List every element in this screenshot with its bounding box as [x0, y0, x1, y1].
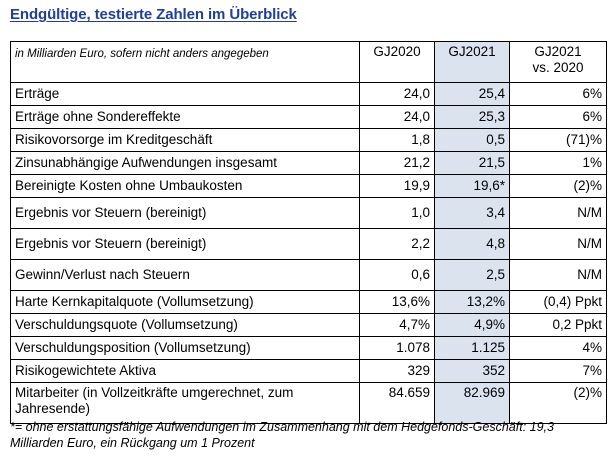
table-row: [11, 198, 607, 229]
table-row: [11, 291, 607, 314]
table-row: [11, 229, 607, 260]
value-change: 1%: [510, 152, 607, 175]
value-2021: 0,5: [435, 129, 510, 152]
value-change: (2)%: [510, 383, 607, 424]
row-label: Ergebnis vor Steuern (bereinigt): [11, 198, 360, 229]
value-2021: 352: [435, 360, 510, 383]
row-label: Mitarbeiter (in Vollzeitkräfte umgerechnet, zum Jahresende): [11, 383, 360, 424]
value-change: N/M: [510, 198, 607, 229]
table-row: [11, 383, 607, 424]
value-change: (2)%: [510, 175, 607, 198]
value-2020: 329: [360, 360, 435, 383]
value-2020: 1,8: [360, 129, 435, 152]
value-2021: 19,6*: [435, 175, 510, 198]
table-header-row: [11, 42, 607, 83]
table-row: [11, 175, 607, 198]
value-2020: 2,2: [360, 229, 435, 260]
table-row: [11, 106, 607, 129]
table-row: [11, 314, 607, 337]
value-change: (0,4) Ppkt: [510, 291, 607, 314]
row-label: Verschuldungsposition (Vollumsetzung): [11, 337, 360, 360]
value-2021: 4,8: [435, 229, 510, 260]
value-2020: 21,2: [360, 152, 435, 175]
table-row: [11, 152, 607, 175]
value-change: 7%: [510, 360, 607, 383]
table-row: [11, 129, 607, 152]
value-2020: 1,0: [360, 198, 435, 229]
value-2021: 1.125: [435, 337, 510, 360]
value-change: (71)%: [510, 129, 607, 152]
row-label: Risikogewichtete Aktiva: [11, 360, 360, 383]
value-2020: 4,7%: [360, 314, 435, 337]
value-2020: 19,9: [360, 175, 435, 198]
value-2020: 84.659: [360, 383, 435, 424]
header-change-line2: vs. 2020: [532, 60, 584, 75]
row-label: Erträge: [11, 83, 360, 106]
value-change: 4%: [510, 337, 607, 360]
header-change: [510, 42, 607, 83]
value-change: 0,2 Ppkt: [510, 314, 607, 337]
value-change: 6%: [510, 83, 607, 106]
value-2021: 4,9%: [435, 314, 510, 337]
table-row: [11, 83, 607, 106]
figures-table: [10, 41, 607, 424]
value-2020: 1.078: [360, 337, 435, 360]
value-2020: 13,6%: [360, 291, 435, 314]
row-label: Ergebnis vor Steuern (bereinigt): [11, 229, 360, 260]
value-2020: 24,0: [360, 83, 435, 106]
unit-note: in Milliarden Euro, sofern nicht anders angegeben: [11, 42, 360, 83]
value-2021: 25,4: [435, 83, 510, 106]
value-2020: 24,0: [360, 106, 435, 129]
value-2021: 2,5: [435, 260, 510, 291]
table-row: [11, 360, 607, 383]
value-change: N/M: [510, 260, 607, 291]
value-2020: 0,6: [360, 260, 435, 291]
row-label: Bereinigte Kosten ohne Umbaukosten: [11, 175, 360, 198]
footnote: *= ohne erstattungsfähige Aufwendungen im Zusammenhang mit dem Hedgefonds-Geschäft: 19,3 Milliarden Euro, ein Rückgang um 1 Prozent: [10, 420, 554, 450]
value-2021: 13,2%: [435, 291, 510, 314]
header-change-line1: GJ2021: [534, 44, 582, 59]
row-label: Gewinn/Verlust nach Steuern: [11, 260, 360, 291]
row-label: Erträge ohne Sondereffekte: [11, 106, 360, 129]
value-2021: 25,3: [435, 106, 510, 129]
row-label: Verschuldungsquote (Vollumsetzung): [11, 314, 360, 337]
row-label: Risikovorsorge im Kreditgeschäft: [11, 129, 360, 152]
header-gj2020: GJ2020: [360, 42, 435, 83]
value-2021: 21,5: [435, 152, 510, 175]
table-row: [11, 337, 607, 360]
value-change: N/M: [510, 229, 607, 260]
value-2021: 3,4: [435, 198, 510, 229]
value-change: 6%: [510, 106, 607, 129]
header-gj2021: GJ2021: [435, 42, 510, 83]
table-row: [11, 260, 607, 291]
row-label: Zinsunabhängige Aufwendungen insgesamt: [11, 152, 360, 175]
value-2021: 82.969: [435, 383, 510, 424]
page-title: Endgültige, testierte Zahlen im Überblick: [10, 6, 297, 23]
row-label: Harte Kernkapitalquote (Vollumsetzung): [11, 291, 360, 314]
